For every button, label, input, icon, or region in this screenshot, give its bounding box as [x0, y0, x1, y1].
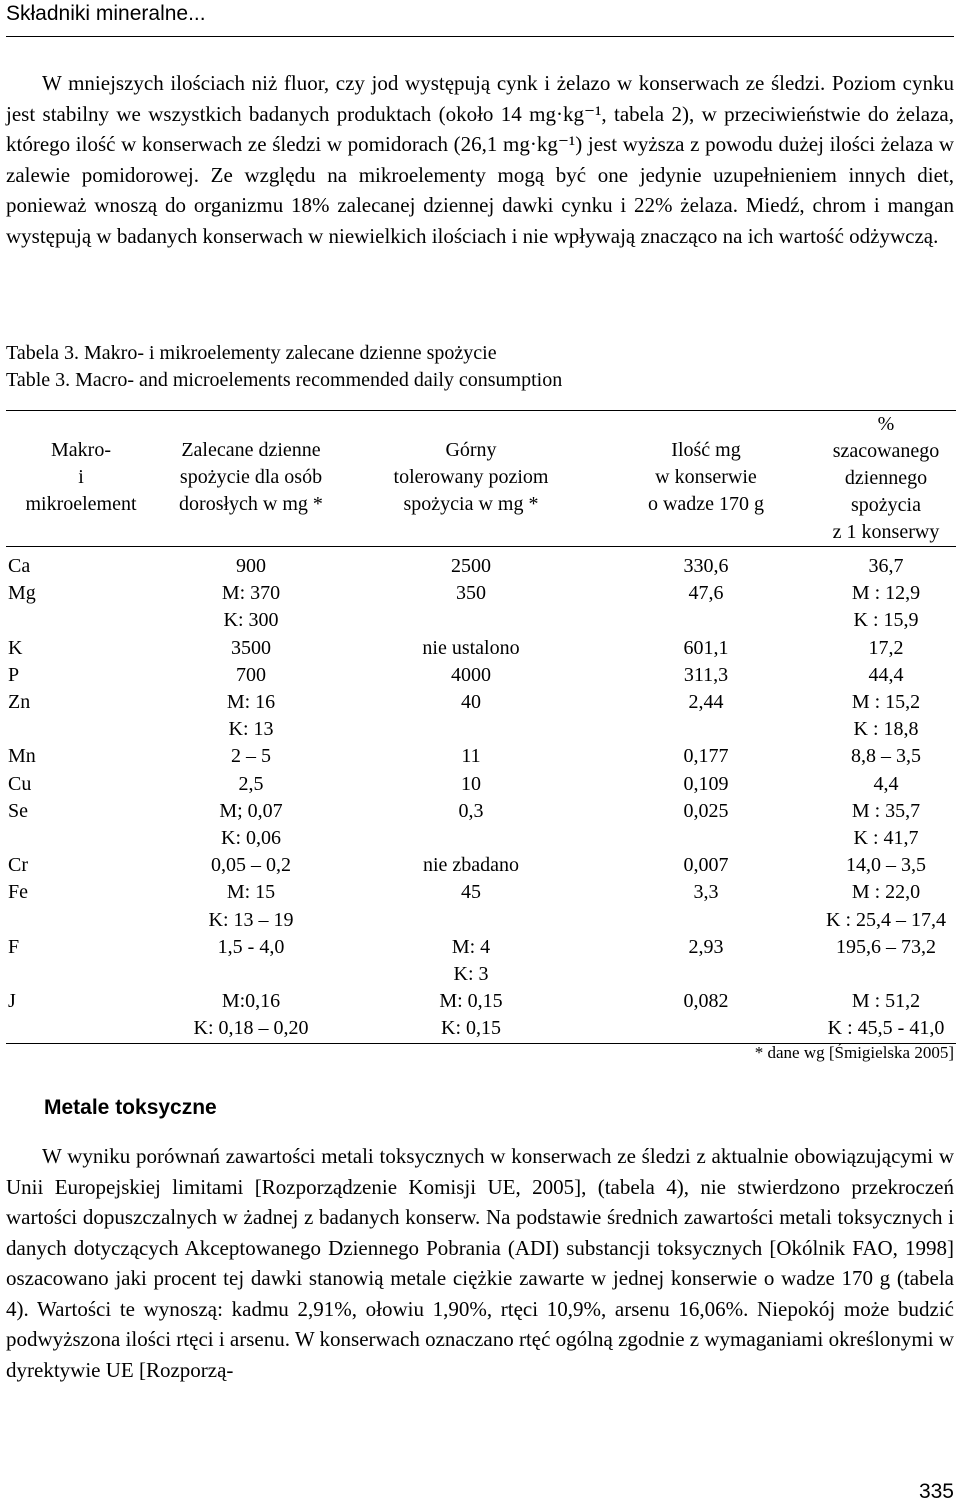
- table-cell: M : 12,9 K : 15,9: [851, 582, 921, 632]
- table-row: [6, 988, 956, 1043]
- table-row: [6, 635, 956, 662]
- table-cell: 350: [456, 582, 486, 605]
- header-rule: [6, 36, 954, 37]
- table-cell: Fe: [8, 881, 28, 904]
- table-caption-pl: Tabela 3. Makro- i mikroelementy zalecane dzienne spożycie: [6, 342, 497, 364]
- table-cell: 900: [236, 555, 266, 577]
- table-cell: M: 15 K: 13 – 19: [208, 881, 294, 931]
- table-row: [6, 879, 956, 933]
- table-cell: Cr: [8, 854, 28, 877]
- table-cell: 47,6: [688, 582, 724, 605]
- minerals-table: [6, 410, 956, 1044]
- table-cell: Zn: [8, 691, 31, 714]
- section-title: Metale toksyczne: [44, 1096, 217, 1119]
- table-row: [6, 580, 956, 634]
- running-header: Składniki mineralne...: [6, 2, 206, 25]
- table-cell: 2500: [451, 555, 491, 577]
- table-cell: 2 – 5: [231, 745, 271, 768]
- table-cell: Cu: [8, 772, 32, 795]
- table-row: [6, 934, 956, 988]
- table-cell: 11: [461, 745, 481, 768]
- table-cell: 2,5: [238, 772, 264, 795]
- table-cell: 14,0 – 3,5: [846, 854, 926, 877]
- table-cell: 700: [236, 663, 266, 686]
- table-footnote: * dane wg [Śmigielska 2005]: [754, 1043, 954, 1062]
- table-cell: 3500: [231, 636, 271, 659]
- header-amount-in-can: Ilość mg w konserwie o wadze 170 g: [647, 439, 765, 515]
- table-cell: 0,007: [683, 854, 729, 877]
- table-row: [6, 771, 956, 798]
- table-row: [6, 662, 956, 689]
- table-cell: 3,3: [693, 881, 719, 904]
- table-row: [6, 798, 956, 852]
- table-cell: 311,3: [683, 663, 729, 686]
- table-caption-en: Table 3. Macro- and microelements recommended daily consumption: [6, 369, 563, 391]
- table-cell: M: 0,15 K: 0,15: [439, 990, 503, 1040]
- table-row: [6, 689, 956, 743]
- table-cell: Mg: [8, 582, 36, 605]
- table-cell: 195,6 – 73,2: [836, 935, 936, 958]
- table-cell: 44,4: [868, 663, 904, 686]
- paragraph-toxic-metals: [6, 1141, 954, 1385]
- page-number: 335: [918, 1480, 954, 1503]
- table-cell: 17,2: [868, 636, 904, 659]
- table-cell: Mn: [8, 745, 36, 768]
- table-cell: 0,177: [683, 745, 729, 768]
- table-cell: M: 16 K: 13: [226, 691, 276, 741]
- table-cell: 330,6: [683, 555, 729, 577]
- table-cell: M: 370 K: 300: [221, 582, 281, 632]
- table-cell: 0,109: [683, 772, 729, 795]
- table-cell: 601,1: [683, 636, 729, 659]
- table-cell: K: [8, 636, 23, 659]
- table-row: [6, 852, 956, 879]
- table-cell: nie zbadano: [422, 854, 520, 877]
- header-upper-limit: Górny tolerowany poziom spożycia w mg *: [393, 439, 549, 515]
- table-cell: 36,7: [868, 555, 904, 577]
- table-cell: 2,44: [688, 691, 724, 714]
- table-cell: 2,93: [688, 935, 724, 958]
- table-cell: P: [8, 663, 20, 686]
- table-cell: 0,025: [683, 799, 729, 822]
- table-cell: M: 4 K: 3: [451, 935, 491, 986]
- table-cell: M : 22,0 K : 25,4 – 17,4: [826, 881, 946, 931]
- table-cell: J: [8, 990, 16, 1013]
- table-cell: 10: [461, 772, 481, 795]
- table-cell: M : 15,2 K : 18,8: [851, 691, 921, 741]
- table-row: [6, 547, 956, 581]
- table-cell: 40: [461, 691, 481, 714]
- table-cell: 4,4: [873, 772, 899, 795]
- header-element: Makro- i mikroelement: [25, 439, 137, 515]
- table-cell: Ca: [8, 555, 31, 577]
- table-cell: 0,082: [683, 990, 729, 1013]
- header-recommended-intake: Zalecane dzienne spożycie dla osób dorosłych w mg *: [179, 439, 323, 515]
- header-percent-intake: % szacowanego dziennego spożycia z 1 konserwy: [832, 413, 940, 543]
- table-cell: 0,05 – 0,2: [211, 854, 291, 877]
- table-cell: 45: [461, 881, 481, 904]
- table-cell: Se: [8, 799, 28, 822]
- table-cell: M : 35,7 K : 41,7: [851, 799, 921, 850]
- table-header-row: [6, 411, 956, 547]
- paragraph-minerals: [6, 68, 954, 251]
- table-cell: nie ustalono: [422, 636, 520, 659]
- paragraph-text: W wyniku porównań zawartości metali toksycznych w konserwach ze śledzi z aktualnie obowiązującymi w Unii Europejskiej limitami [Rozporządzenie Komisji UE, 2005], (tabela 4), nie stwierdzono przekroczeń wartości dopuszczalnych w żadnej z badanych konserw. Na podstawie średnich zawartości metali toksycznych i danych dotyczących Akceptowanego Dziennego Pobrania (ADI) substancji toksycznych [Okólnik FAO, 1998] oszacowano jaki procent tej dawki stanowią metale ciężkie zawarte w jednej konserwie o wadze 170 g (tabela 4). Wartości te wynoszą: kadmu 2,91%, ołowiu 1,90%, rtęci 10,9%, arsenu 16,06%. Niepokój może budzić podwyższona ilości rtęci i arsenu. W konserwach oznaczano rtęć ogólną zgodnie z wymaganiami określonymi w dyrektywie UE [Rozporzą-: [6, 1144, 954, 1382]
- table-cell: M:0,16 K: 0,18 – 0,20: [193, 990, 309, 1040]
- table-cell: 0,3: [458, 799, 484, 822]
- table-cell: M : 51,2 K : 45,5 - 41,0: [827, 990, 945, 1040]
- table-cell: M; 0,07 K: 0,06: [219, 799, 283, 850]
- table-row: [6, 743, 956, 770]
- paragraph-text: W mniejszych ilościach niż fluor, czy jod występują cynk i żelazo w konserwach ze śledzi. Poziom cynku jest stabilny we wszystkich badanych produktach (około 14 mg·kg⁻¹, tabela 2), w przeciwieństwie do żelaza, którego ilość w konserwach ze śledzi w pomidorach (26,1 mg·kg⁻¹) jest wyższa z powodu dużej ilości żelaza w zalewie pomidorowej. Ze względu na mikroelementy mogą być one jedynie uzupełnieniem innych diet, ponieważ wnoszą do organizmu 18% zalecanej dziennej dawki cynku i 22% żelaza. Miedź, chrom i mangan występują w badanych konserwach w niewielkich ilościach i nie wpływają znacząco na ich wartość odżywczą.: [6, 71, 954, 248]
- table-cell: 4000: [451, 663, 491, 686]
- table-cell: 8,8 – 3,5: [851, 745, 921, 768]
- table-cell: 1,5 - 4,0: [217, 935, 285, 958]
- table-cell: F: [8, 935, 20, 958]
